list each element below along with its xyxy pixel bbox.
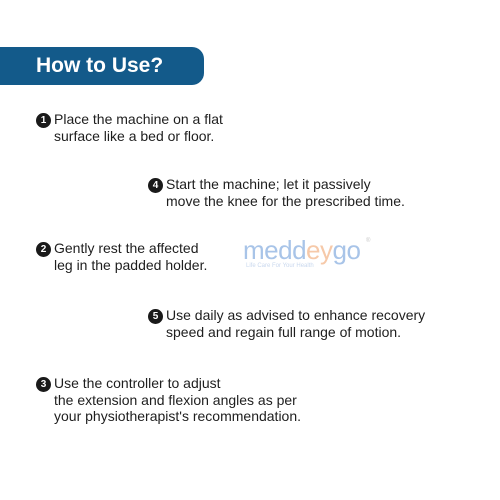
page-title: How to Use? — [36, 54, 164, 77]
step-line: Place the machine on a flat — [54, 111, 223, 127]
step-line: Use daily as advised to enhance recovery — [166, 307, 426, 323]
brand-watermark-logo — [243, 237, 373, 273]
step-line: Start the machine; let it passively — [166, 176, 371, 192]
step-line: Gently rest the affected — [54, 240, 199, 256]
step-text — [54, 111, 223, 144]
watermark-tagline: Life Care For Your Health — [246, 263, 314, 269]
registered-mark: ® — [366, 238, 371, 244]
step-1 — [36, 111, 223, 144]
step-text — [54, 375, 301, 425]
step-text — [166, 307, 425, 340]
step-5 — [148, 307, 425, 340]
step-line: your physiotherapist's recommendation. — [54, 408, 302, 424]
step-text — [54, 240, 207, 273]
step-line: surface like a bed or floor. — [54, 127, 215, 144]
step-number-badge: 1 — [36, 113, 51, 128]
step-line: Use the controller to adjust — [54, 375, 221, 391]
step-line: the extension and flexion angles as per — [54, 391, 297, 408]
step-number-badge: 4 — [148, 178, 163, 193]
watermark-wordmark: meddeygo — [243, 235, 361, 265]
step-line: move the knee for the prescribed time. — [166, 192, 405, 209]
step-text — [166, 176, 405, 209]
step-3 — [36, 375, 301, 425]
step-number-badge: 3 — [36, 377, 51, 392]
step-2 — [36, 240, 207, 273]
step-line: speed and regain full range of motion. — [166, 323, 402, 340]
header-banner — [0, 47, 204, 85]
step-number-badge: 2 — [36, 242, 51, 257]
step-number-badge: 5 — [148, 309, 163, 324]
step-line: leg in the padded holder. — [54, 256, 208, 273]
step-4 — [148, 176, 405, 209]
